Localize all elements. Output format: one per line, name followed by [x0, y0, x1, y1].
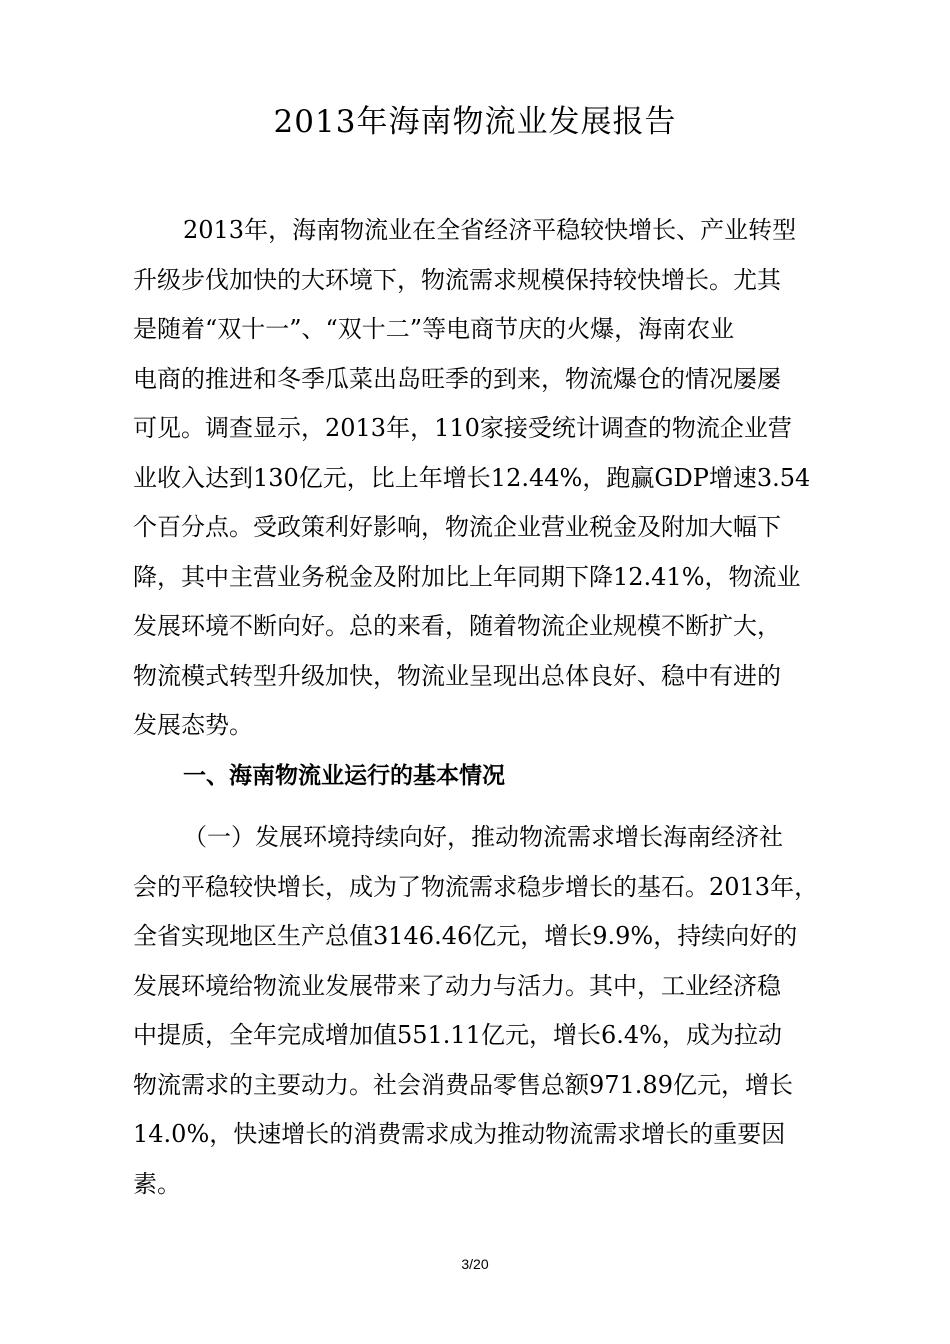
- paragraph-line: 是随着“双十一”、“双十二”等电商节庆的火爆，海南农业: [133, 315, 735, 343]
- paragraph-line: 升级步伐加快的大环境下，物流需求规模保持较快增长。尤其: [133, 265, 781, 294]
- paragraph-line: 素。: [133, 1169, 181, 1198]
- page-number: 3/20: [461, 1256, 489, 1272]
- paragraph-line: （一）发展环境持续向好，推动物流需求增长海南经济社: [183, 823, 783, 851]
- paragraph-line: 中提质，全年完成增加值551.11亿元，增长6.4%，成为拉动: [133, 1021, 782, 1049]
- paragraph-line: 物流需求的主要动力。社会消费品零售总额971.89亿元，增长: [133, 1070, 793, 1099]
- paragraph-line: 2013年，海南物流业在全省经济平稳较快增长、产业转型: [183, 216, 797, 244]
- paragraph-line: 可见。调查显示，2013年，110家接受统计调查的物流企业营: [133, 414, 792, 442]
- paragraph-line: 发展态势。: [133, 711, 253, 739]
- paragraph-line: 电商的推进和冬季瓜菜出岛旺季的到来，物流爆仓的情况屡屡: [133, 364, 781, 393]
- paragraph-line: 业收入达到130亿元，比上年增长12.44%，跑赢GDP增速3.54: [133, 463, 811, 492]
- paragraph-line: 降，其中主营业务税金及附加比上年同期下降12.41%，物流业: [133, 562, 801, 591]
- paragraph-line: 个百分点。受政策利好影响，物流企业营业税金及附加大幅下: [133, 513, 781, 541]
- document-title: 2013年海南物流业发展报告: [273, 104, 677, 140]
- paragraph-line: 14.0%，快速增长的消费需求成为推动物流需求增长的重要因: [133, 1120, 786, 1148]
- paragraph-line: 会的平稳较快增长，成为了物流需求稳步增长的基石。2013年，: [133, 872, 819, 901]
- paragraph-line: 发展环境不断向好。总的来看，随着物流企业规模不断扩大，: [133, 612, 781, 640]
- paragraph-line: 物流模式转型升级加快，物流业呈现出总体良好、稳中有进的: [133, 661, 781, 690]
- intro-paragraph: [133, 206, 833, 751]
- section-heading: 一、海南物流业运行的基本情况: [183, 763, 505, 789]
- paragraph-line: 发展环境给物流业发展带来了动力与活力。其中，工业经济稳: [133, 971, 781, 1000]
- paragraph-line: 全省实现地区生产总值3146.46亿元，增长9.9%，持续向好的: [133, 922, 798, 950]
- section-paragraph: [133, 813, 833, 1209]
